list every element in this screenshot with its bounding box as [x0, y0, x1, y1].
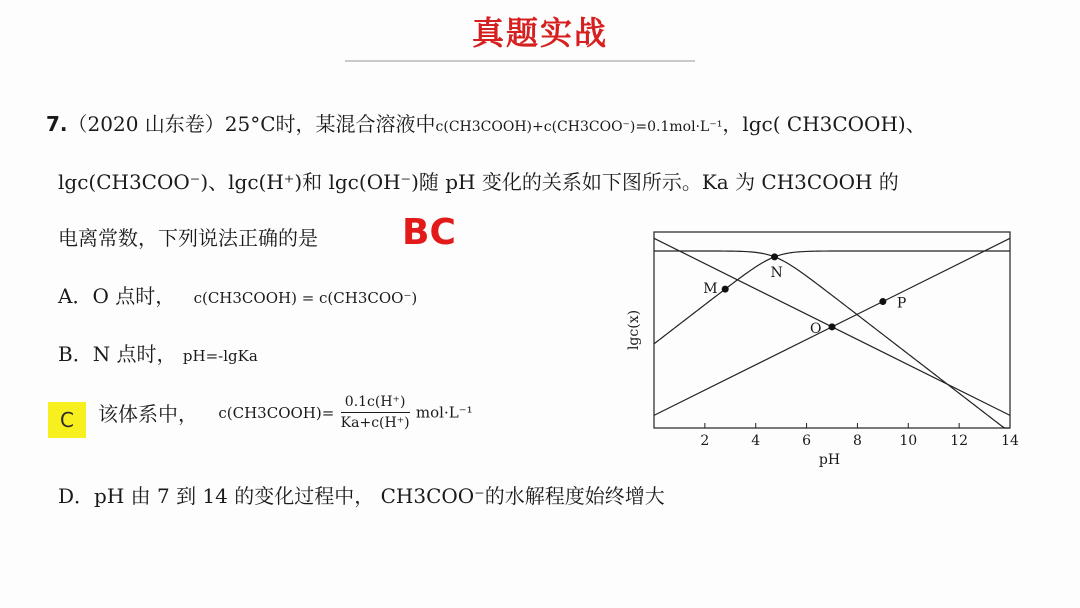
- point-n: [771, 253, 778, 260]
- chart-layer: [626, 232, 1019, 468]
- x-tick-label: 10: [899, 433, 918, 449]
- title-divider: [345, 60, 695, 62]
- fraction-numerator: 0.1c(H⁺): [341, 394, 410, 413]
- ph-chart: [620, 224, 1020, 474]
- y-axis-label: lgc(x): [626, 309, 642, 351]
- option-a-expression: c(CH3COOH) = c(CH3COO⁻): [193, 289, 418, 307]
- x-tick-label: 6: [802, 433, 812, 449]
- x-tick-label: 14: [1001, 433, 1019, 449]
- point-label-o: O: [810, 320, 822, 337]
- x-tick-label: 4: [751, 433, 761, 449]
- option-c-fraction: [341, 394, 410, 431]
- point-p: [879, 298, 886, 305]
- x-axis-label: pH: [818, 452, 841, 468]
- point-label-m: M: [703, 281, 718, 298]
- question-line-2: lgc(CH3COO⁻)、lgc(H⁺)和 lgc(OH⁻)随 pH 变化的关系如下图所示。Ka 为 CH3COOH 的: [58, 170, 899, 194]
- option-c-badge: C: [48, 402, 86, 438]
- question-number: 7.: [46, 112, 68, 136]
- option-b-label: B．N 点时，: [58, 342, 177, 366]
- option-c-label: 该体系中，: [98, 402, 198, 426]
- x-tick-label: 12: [950, 433, 969, 449]
- x-tick-label: 8: [852, 433, 862, 449]
- point-label-n: N: [770, 264, 783, 281]
- x-tick-label: 2: [700, 433, 710, 449]
- option-b-expression: pH=-lgKa: [182, 347, 258, 365]
- point-m: [722, 286, 729, 293]
- point-label-p: P: [896, 295, 907, 312]
- slide-title: 真题实战: [471, 14, 608, 52]
- point-o: [829, 323, 836, 330]
- fraction-denominator: Ka+c(H⁺): [340, 415, 410, 431]
- question-line-1: [46, 108, 926, 137]
- option-c: [98, 394, 473, 431]
- series-lgc-ch3cooh: [654, 251, 1010, 428]
- question-line1-tail: ，lgc( CH3COOH)、: [722, 112, 926, 136]
- question-temp: 25°C时，某混合溶液中: [224, 112, 436, 136]
- option-a-label: A．O 点时，: [58, 284, 176, 308]
- answer-text: BC: [402, 212, 456, 253]
- question-line-3: 电离常数，下列说法正确的是: [58, 226, 318, 250]
- option-d: D．pH 由 7 到 14 的变化过程中， CH3COO⁻的水解程度始终增大: [58, 484, 665, 508]
- option-b: [58, 338, 258, 367]
- option-c-lhs: c(CH3COOH)=: [218, 403, 335, 422]
- option-c-unit: mol·L⁻¹: [415, 403, 473, 422]
- question-source: （2020 山东卷）: [67, 112, 225, 136]
- option-a: [58, 280, 417, 309]
- concentration-expression: c(CH3COOH)+c(CH3COO⁻)=0.1mol·L⁻¹: [435, 119, 723, 135]
